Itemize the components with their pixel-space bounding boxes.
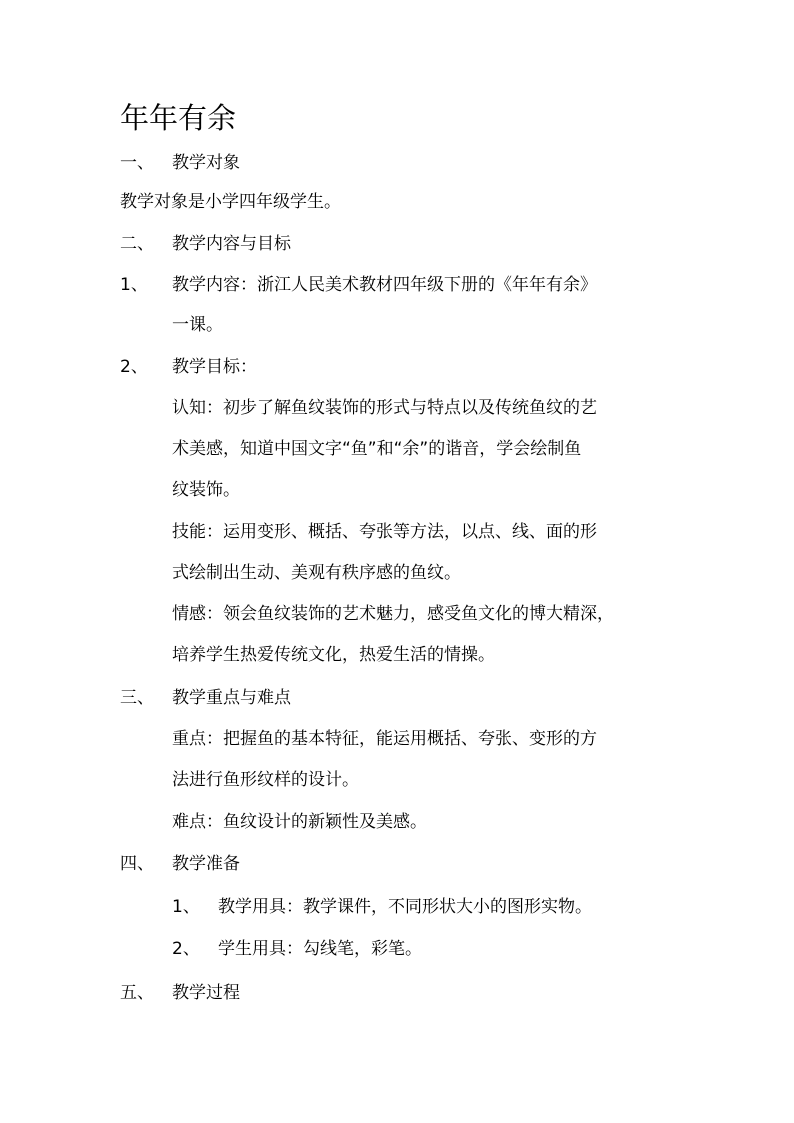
paragraph: 教学内容：浙江人民美术教材四年级下册的《年年有余》	[172, 275, 597, 295]
paragraph: 教学用具：教学课件，不同形状大小的图形实物。	[218, 897, 592, 917]
list-heading: 教学目标：	[172, 357, 257, 377]
paragraph: 学生用具：勾线笔，彩笔。	[218, 939, 422, 959]
section-heading: 教学准备	[172, 854, 240, 874]
paragraph: 情感：领会鱼纹装饰的艺术魅力，感受鱼文化的博大精深，	[172, 604, 614, 624]
list-number: 1、	[172, 897, 200, 917]
paragraph: 认知：初步了解鱼纹装饰的形式与特点以及传统鱼纹的艺	[172, 398, 597, 418]
section-number: 五、	[120, 983, 154, 1003]
paragraph: 教学对象是小学四年级学生。	[120, 192, 341, 212]
paragraph: 重点：把握鱼的基本特征，能运用概括、夸张、变形的方	[172, 729, 597, 749]
section-number: 一、	[120, 153, 154, 173]
paragraph: 培养学生热爱传统文化，热爱生活的情操。	[172, 645, 495, 665]
paragraph: 法进行鱼形纹样的设计。	[172, 770, 359, 790]
section-heading: 教学对象	[172, 153, 240, 173]
section-number: 二、	[120, 234, 154, 254]
section-number: 三、	[120, 688, 154, 708]
paragraph: 术美感，知道中国文字“鱼”和“余”的谐音，学会绘制鱼	[172, 439, 582, 459]
list-number: 2、	[120, 357, 148, 377]
section-heading: 教学内容与目标	[172, 234, 291, 254]
document-title: 年年有余	[120, 101, 237, 135]
paragraph: 式绘制出生动、美观有秩序感的鱼纹。	[172, 563, 461, 583]
paragraph: 技能：运用变形、概括、夸张等方法，以点、线、面的形	[172, 522, 597, 542]
paragraph: 难点：鱼纹设计的新颖性及美感。	[172, 812, 427, 832]
list-number: 1、	[120, 275, 148, 295]
paragraph: 纹装饰。	[172, 480, 240, 500]
list-number: 2、	[172, 939, 200, 959]
section-number: 四、	[120, 854, 154, 874]
section-heading: 教学过程	[172, 983, 240, 1003]
paragraph: 一课。	[172, 315, 223, 335]
section-heading: 教学重点与难点	[172, 688, 291, 708]
